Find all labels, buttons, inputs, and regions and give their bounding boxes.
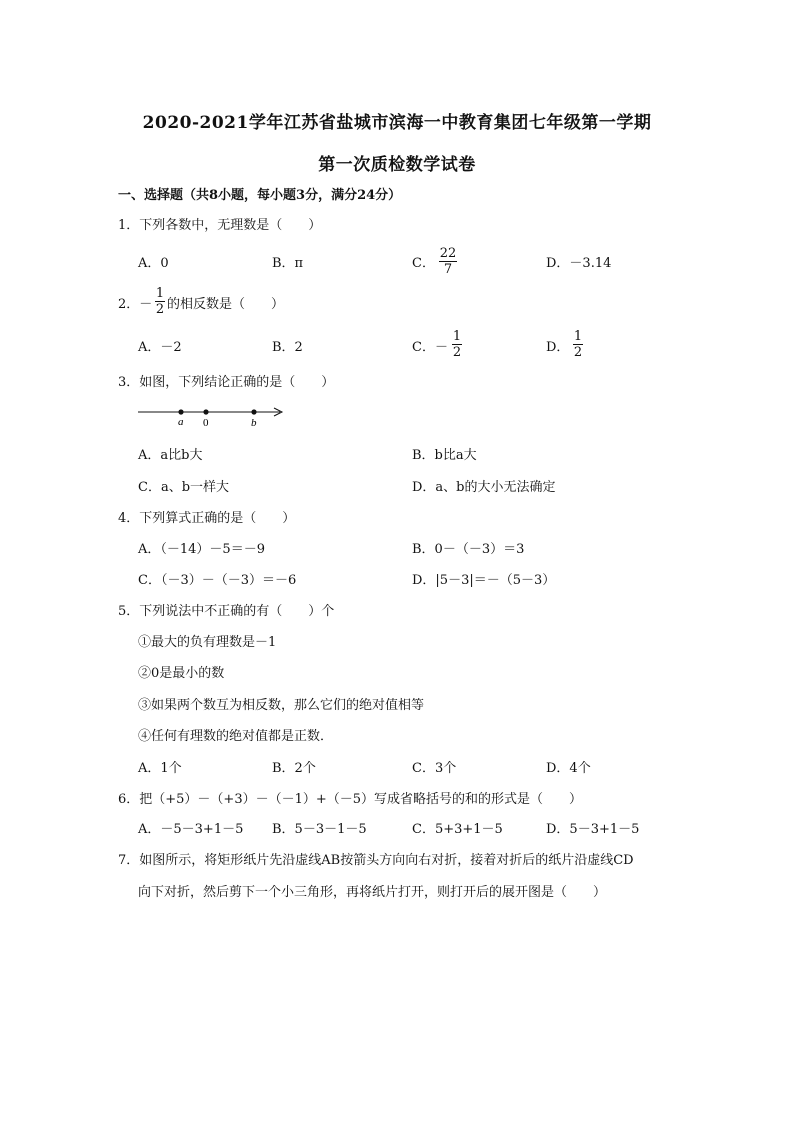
question-5-statement-3: ③如果两个数互为相反数，那么它们的绝对值相等: [138, 698, 425, 713]
fraction-numerator: 1: [452, 329, 462, 344]
question-7-line-2: 向下对折，然后剪下一个小三角形，再将纸片打开，则打开后的展开图是（ ）: [138, 885, 607, 900]
question-3-option-b: B．b比a大: [412, 448, 477, 463]
point-a-label: a: [178, 416, 184, 428]
fraction-numerator: 1: [155, 286, 165, 301]
question-6-option-d: D．5－3+1－5: [546, 822, 640, 837]
question-1-option-a: A．0: [138, 256, 169, 271]
question-6-stem: 6．把（+5）－（+3）－（－1）+（－5）写成省略括号的和的形式是（ ）: [118, 792, 583, 807]
question-4-option-a: A．（－14）－5＝－9: [138, 542, 265, 557]
fraction-denominator: 7: [443, 262, 453, 277]
question-3-option-c: C．a、b一样大: [138, 480, 230, 495]
question-2-option-d-fraction: [572, 329, 584, 360]
fraction-denominator: 2: [155, 302, 165, 317]
question-4-option-b: B．0－（－3）＝3: [412, 542, 525, 557]
question-5-statement-2: ②0是最小的数: [138, 666, 225, 681]
fraction-numerator: 22: [439, 246, 457, 261]
question-1-option-d: D．－3.14: [546, 256, 612, 271]
question-2-prefix: 2．－: [118, 297, 153, 312]
question-6-option-a: A．－5－3+1－5: [138, 822, 244, 837]
number-line-figure: [136, 402, 288, 432]
question-2-option-d-label: D．: [546, 340, 570, 355]
point-b-label: b: [251, 417, 257, 429]
question-5-option-b: B．2个: [272, 761, 316, 776]
point-a-dot: [178, 409, 183, 414]
question-5-statement-1: ①最大的负有理数是－1: [138, 635, 277, 650]
question-5-option-c: C．3个: [412, 761, 457, 776]
fraction-numerator: 1: [573, 329, 583, 344]
question-3-option-d: D．a、b的大小无法确定: [412, 480, 556, 495]
question-4-option-d: D．|5－3|＝－（5－3）: [412, 573, 556, 588]
question-2-option-c-label: C．－: [412, 340, 448, 355]
question-1-option-b: B．π: [272, 256, 304, 271]
fraction-denominator: 2: [452, 345, 462, 360]
question-1-stem: 1．下列各数中，无理数是（ ）: [118, 218, 322, 233]
question-2-option-a: A．－2: [138, 340, 182, 355]
question-3-option-a: A．a比b大: [138, 448, 203, 463]
question-6-option-b: B．5－3－1－5: [272, 822, 367, 837]
question-2-option-c-fraction: [451, 329, 463, 360]
question-5-statement-4: ④任何有理数的绝对值都是正数．: [138, 729, 334, 744]
point-zero-dot: [203, 409, 208, 414]
question-4-stem: 4．下列算式正确的是（ ）: [118, 511, 296, 526]
point-b-dot: [251, 409, 256, 414]
question-5-stem: 5．下列说法中不正确的有（ ）个: [118, 604, 335, 619]
question-5-option-a: A．1个: [138, 761, 182, 776]
question-6-option-c: C．5+3+1－5: [412, 822, 503, 837]
question-3-stem: 3．如图，下列结论正确的是（ ）: [118, 375, 335, 390]
section-heading: 一、选择题（共8小题，每小题3分，满分24分）: [118, 188, 402, 203]
question-1-option-c-fraction: [438, 246, 458, 277]
title-line-2: 第一次质检数学试卷: [318, 155, 476, 175]
question-5-option-d: D．4个: [546, 761, 591, 776]
question-2-option-b: B．2: [272, 340, 303, 355]
question-2-fraction: [154, 286, 166, 317]
fraction-denominator: 2: [573, 345, 583, 360]
question-1-option-c-label: C．: [412, 256, 435, 271]
question-4-option-c: C．（－3）－（－3）＝－6: [138, 573, 297, 588]
point-zero-label: 0: [203, 417, 209, 429]
title-line-1: 2020-2021学年江苏省盐城市滨海一中教育集团七年级第一学期: [142, 113, 652, 133]
question-2-stem: 的相反数是（ ）: [167, 297, 285, 312]
question-7-line-1: 7．如图所示，将矩形纸片先沿虚线AB按箭头方向向右对折，接着对折后的纸片沿虚线CD: [118, 853, 634, 868]
